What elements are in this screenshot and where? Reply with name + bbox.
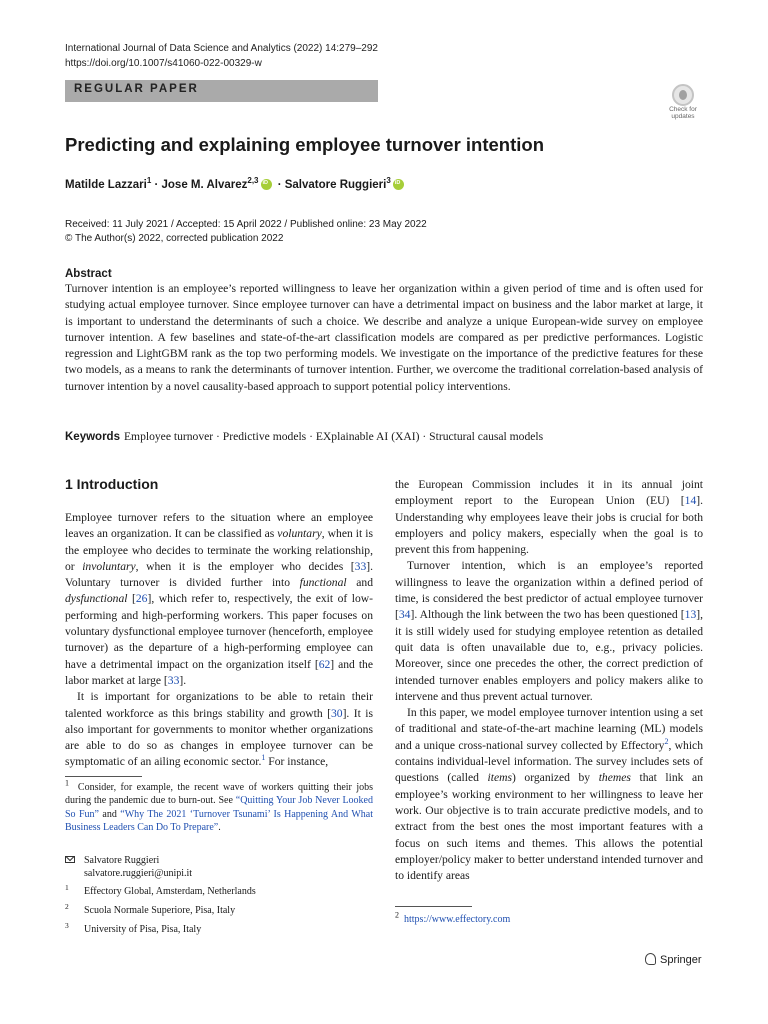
citation-link[interactable]: 30 xyxy=(330,706,343,720)
citation-link[interactable]: 14 xyxy=(684,494,697,508)
footnote-divider xyxy=(395,906,472,907)
footnote-2 xyxy=(395,910,511,926)
doi-link[interactable]: https://doi.org/10.1007/s41060-022-00329-w xyxy=(65,58,262,69)
keywords xyxy=(65,430,543,443)
author-name: Matilde Lazzari xyxy=(65,179,147,191)
abstract-text: Turnover intention is an employee’s reported willingness to leave her organization within a given period of time and is often used for studying actual employee turnover. Since employee turnover can have a detrimental impact on business and the labor market at large, it is important to understand the determinants of such a choice. We describe and analyze a unique European-wide survey on employee turnover intention. A few baselines and state-of-the-art classification models are compared as per predictive performances. Logistic regression and LightGBM rank as the top two performing models. We investigate on the importance of the predictive features for these two models, as a means to rank the determinants of turnover intention. Further, we overcome the traditional correlation-based analysis of turnover intention by a novel causality-based approach to support potential policy interventions. xyxy=(65,282,703,393)
footnote-number: 2 xyxy=(395,910,399,920)
publication-dates xyxy=(65,218,427,246)
paragraph: In this paper, we model employee turnover intention using a set of traditional and state-of-the-art machine learning (ML) models and a unique cross-national survey collected by Effectory$^2$, which contains individual-level information. The survey includes sets of questions (called items) organized by themes that link an employee’s working environment to her willingness to leave her work. Our objective is to train accurate predictive models, and to extract from the best ones the most important features with a focus on such items and themes. This allows the potential employer/policy maker to better understand intended turnover and to identify areas xyxy=(395,706,703,883)
check-for-updates-icon xyxy=(672,84,694,106)
copyright-line: © The Author(s) 2022, corrected publication 2022 xyxy=(65,233,284,244)
paragraph: Turnover intention, which is an employee’s reported willingness to leave the organization within a defined period of time, is considered the best predictor of actual employee turnover [34]. Although the link between the two has been questioned [13], it is still widely used for studying employee retention as detailed quit data is often unavailable due to, e.g., privacy policies. Moreover, since one precedes the other, the correct prediction of intended turnover enables employers and policy makers alike to intervene and thus prevent actual turnover. xyxy=(395,559,703,703)
publisher-logo xyxy=(645,953,702,966)
right-column xyxy=(395,477,703,884)
footnote-link[interactable]: “Quitting Your Job Never Looked So Fun” xyxy=(65,795,373,820)
footnote-number: 1 xyxy=(65,778,69,788)
affiliation-number: 3 xyxy=(65,921,69,930)
author-affil-sup: 2,3 xyxy=(247,176,259,186)
paper-title: Predicting and explaining employee turnover intention xyxy=(65,134,545,155)
corresponding-email[interactable]: salvatore.ruggieri@unipi.it xyxy=(84,868,193,880)
check-updates-line1: Check for xyxy=(669,106,697,113)
journal-citation: International Journal of Data Science and Analytics (2022) 14:279–292 xyxy=(65,43,378,54)
journal-header xyxy=(65,41,378,71)
orcid-icon[interactable] xyxy=(261,179,272,190)
footnote-mark[interactable]: 1 xyxy=(261,753,266,763)
keywords-text: Employee turnover · Predictive models · EXplainable AI (XAI) · Structural causal models xyxy=(123,430,544,443)
keywords-label: Keywords xyxy=(65,431,120,443)
author-affil-sup: 1 xyxy=(146,176,152,186)
citation-link[interactable]: 26 xyxy=(135,592,148,606)
affiliation-text: University of Pisa, Pisa, Italy xyxy=(84,924,202,935)
publisher-name: Springer xyxy=(660,954,702,966)
paper-type-label: REGULAR PAPER xyxy=(74,83,199,95)
author-affil-sup: 3 xyxy=(386,176,391,186)
paper-type-banner xyxy=(65,80,378,102)
citation-link[interactable]: 33 xyxy=(354,559,367,573)
affiliation-text: Scuola Normale Superiore, Pisa, Italy xyxy=(84,905,236,916)
paragraph: Employee turnover refers to the situation where an employee leaves an organization. It can be classified as voluntary, when it is the employee who decides to terminate the working relationship, or involuntary, when it is the employer who decides [33]. Voluntary turnover is divided further into functional and dysfunctional [26], which refer to, respectively, the exit of low-performing and high-performing workers. This paper focuses on voluntary dysfunctional employee turnover (henceforth, employee turnover) as the departure of a high-performing employee can have a detrimental impact on the organization itself [62] and the labor market at large [33]. xyxy=(65,511,373,687)
citation-link[interactable]: 13 xyxy=(684,608,697,622)
paragraph: the European Commission includes it in its annual joint employment report to the European Union (EU) [14]. Understanding why employees leave their jobs is crucial for both employers and policy makers, especially when the goal is to prevent this from happening. xyxy=(395,478,703,557)
abstract-heading: Abstract xyxy=(65,268,112,280)
section-heading: 1 Introduction xyxy=(65,476,159,492)
affiliation-number: 1 xyxy=(65,883,69,892)
springer-horse-icon xyxy=(645,953,656,965)
footnote-mark[interactable]: 2 xyxy=(664,736,669,746)
paragraph: It is important for organizations to be able to retain their talented workforce as this brings stability and growth [30]. It is also important for governments to monitor whether organizations are able to do so as changes in employee turnover can be symptomatic of an ailing economic sector.$^1$ For instance, xyxy=(65,690,373,769)
check-for-updates-badge[interactable] xyxy=(664,84,702,124)
citation-link[interactable]: 33 xyxy=(167,673,180,687)
corresponding-author: Salvatore Ruggieri xyxy=(84,855,160,866)
footnote-divider xyxy=(65,776,142,777)
author-name: Jose M. Alvarez xyxy=(161,179,248,191)
check-updates-line2: updates xyxy=(671,113,695,120)
citation-link[interactable]: 62 xyxy=(318,657,331,671)
envelope-icon xyxy=(65,856,75,863)
left-column xyxy=(65,510,373,771)
orcid-icon[interactable] xyxy=(393,179,404,190)
affiliation-number: 2 xyxy=(65,902,69,911)
footnote-1: $^1$ Consider, for example, the recent wave of workers quitting their jobs during the pandemic due to burn-out. See “Quitting Your Job Never Looked So Fun” and “Why The 2021 ‘Turnover Tsunami’ Is Happening And What Business Leaders Can Do To Prepare”. xyxy=(65,778,374,833)
affiliation-text: Effectory Global, Amsterdam, Netherlands xyxy=(84,886,256,897)
author-separator: · xyxy=(274,179,285,191)
author-separator: · xyxy=(151,179,162,191)
footnote-link[interactable]: “Why The 2021 ‘Turnover Tsunami’ Is Happening And What Business Leaders Can Do To Prepare” xyxy=(65,808,373,833)
author-name: Salvatore Ruggieri xyxy=(284,179,387,191)
footnote-link[interactable]: https://www.effectory.com xyxy=(404,914,511,925)
citation-link[interactable]: 34 xyxy=(398,608,411,622)
author-list xyxy=(65,176,407,191)
dates-line: Received: 11 July 2021 / Accepted: 15 April 2022 / Published online: 23 May 2022 xyxy=(65,219,427,230)
